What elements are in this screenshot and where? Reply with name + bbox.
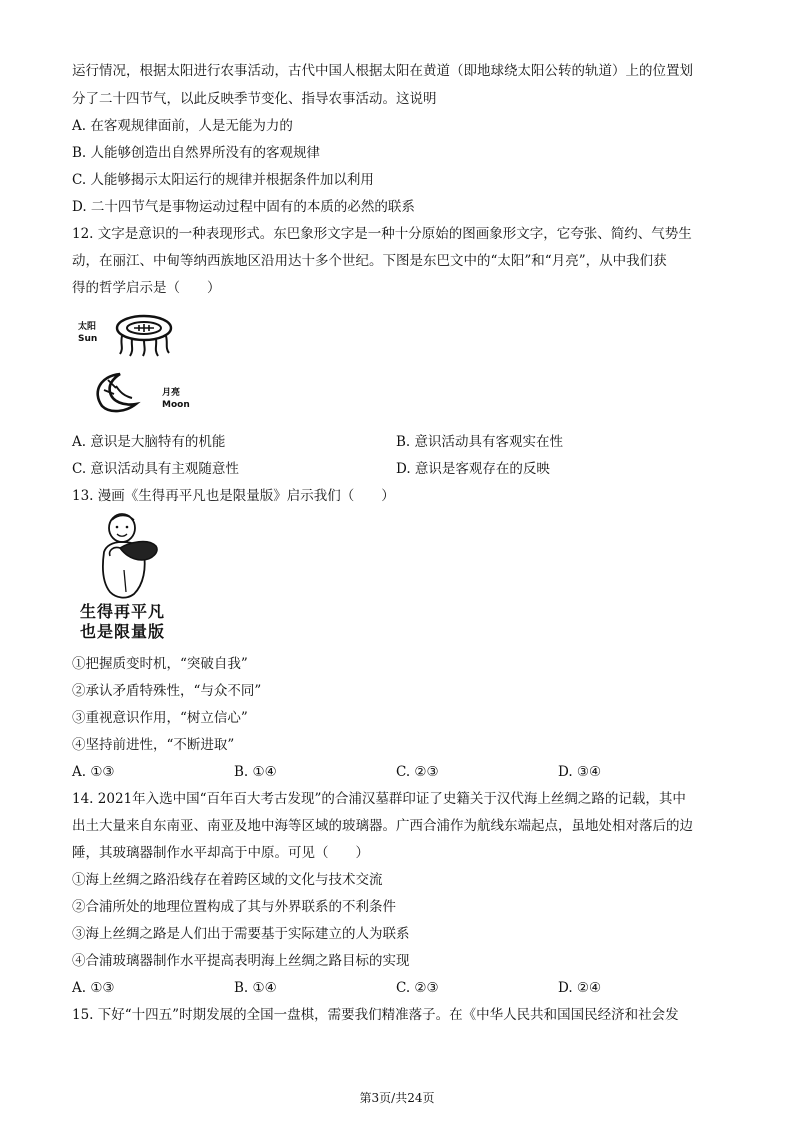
q14-statement-3: ③海上丝绸之路是人们出于需要基于实际建立的人为联系: [72, 926, 410, 942]
q13-option-d: D. ③④: [558, 764, 602, 780]
sun-label-cn: 太阳: [78, 322, 97, 332]
q12-stem-line2: 动，在丽江、中甸等纳西族地区沿用达十多个世纪。下图是东巴文中的“太阳”和“月亮”，从中我们获: [72, 253, 667, 269]
dongba-figure: [78, 312, 208, 422]
q11-stem-line2: 分了二十四节气，以此反映季节变化、指导农事活动。这说明: [72, 91, 437, 107]
q12-option-a: A. 意识是大脑特有的机能: [72, 434, 226, 450]
q12-option-c: C. 意识活动具有主观随意性: [72, 461, 239, 477]
moon-label-en: Moon: [162, 400, 190, 410]
cartoon-caption-line1: 生得再平凡: [80, 602, 166, 621]
moon-label-cn: 月亮: [162, 388, 181, 398]
q11-option-a: A. 在客观规律面前，人是无能为力的: [72, 118, 293, 134]
q13-stem: 13. 漫画《生得再平凡也是限量版》启示我们（ ）: [72, 488, 395, 504]
q14-stem-line1: 14. 2021年入选中国“百年百大考古发现”的合浦汉墓群印证了史籍关于汉代海上丝绸之路的记载，其中: [72, 791, 686, 807]
q14-option-d: D. ②④: [558, 980, 602, 996]
q14-statement-4: ④合浦玻璃器制作水平提高表明海上丝绸之路目标的实现: [72, 953, 410, 969]
dongba-sun-glyph: [114, 312, 176, 358]
q11-option-c: C. 人能够揭示太阳运行的规律并根据条件加以利用: [72, 172, 374, 188]
q14-stem-line2: 出土大量来自东南亚、南亚及地中海等区域的玻璃器。广西合浦作为航线东端起点，虽地处相对落后的边: [72, 818, 693, 834]
q13-statement-2: ②承认矛盾特殊性，“与众不同”: [72, 683, 262, 699]
page-footer: 第3页/共24页: [359, 1091, 435, 1105]
q12-stem-line3: 得的哲学启示是（ ）: [72, 280, 221, 296]
q12-stem-line1: 12. 文字是意识的一种表现形式。东巴象形文字是一种十分原始的图画象形文字，它夸张、简约、气势生: [72, 226, 692, 242]
q11-stem-line1: 运行情况，根据太阳进行农事活动，古代中国人根据太阳在黄道（即地球绕太阳公转的轨道）上的位置划: [72, 63, 693, 79]
q14-statement-1: ①海上丝绸之路沿线存在着跨区域的文化与技术交流: [72, 872, 383, 888]
q11-option-d: D. 二十四节气是事物运动过程中固有的本质的必然的联系: [72, 199, 415, 215]
q12-option-b: B. 意识活动具有客观实在性: [396, 434, 564, 450]
q15-stem-line1: 15. 下好“十四五”时期发展的全国一盘棋，需要我们精准落子。在《中华人民共和国国民经济和社会发: [72, 1007, 679, 1023]
q14-option-a: A. ①③: [72, 980, 115, 996]
q11-option-b: B. 人能够创造出自然界所没有的客观规律: [72, 145, 321, 161]
dongba-moon-glyph: [86, 370, 144, 416]
q12-option-d: D. 意识是客观存在的反映: [396, 461, 550, 477]
sun-label-en: Sun: [78, 334, 98, 344]
q13-statement-1: ①把握质变时机，“突破自我”: [72, 656, 248, 672]
cartoon-person-drawing: [90, 512, 170, 600]
cartoon-figure: [76, 512, 186, 644]
q13-statement-3: ③重视意识作用，“树立信心”: [72, 710, 248, 726]
q14-stem-line3: 陲，其玻璃器制作水平却高于中原。可见（ ）: [72, 845, 369, 861]
q14-option-b: B. ①④: [234, 980, 277, 996]
q14-option-c: C. ②③: [396, 980, 439, 996]
q13-statement-4: ④坚持前进性，“不断进取”: [72, 737, 235, 753]
cartoon-caption-line2: 也是限量版: [80, 622, 166, 641]
q13-option-a: A. ①③: [72, 764, 115, 780]
q14-statement-2: ②合浦所处的地理位置构成了其与外界联系的不利条件: [72, 899, 396, 915]
q13-option-c: C. ②③: [396, 764, 439, 780]
q13-option-b: B. ①④: [234, 764, 277, 780]
